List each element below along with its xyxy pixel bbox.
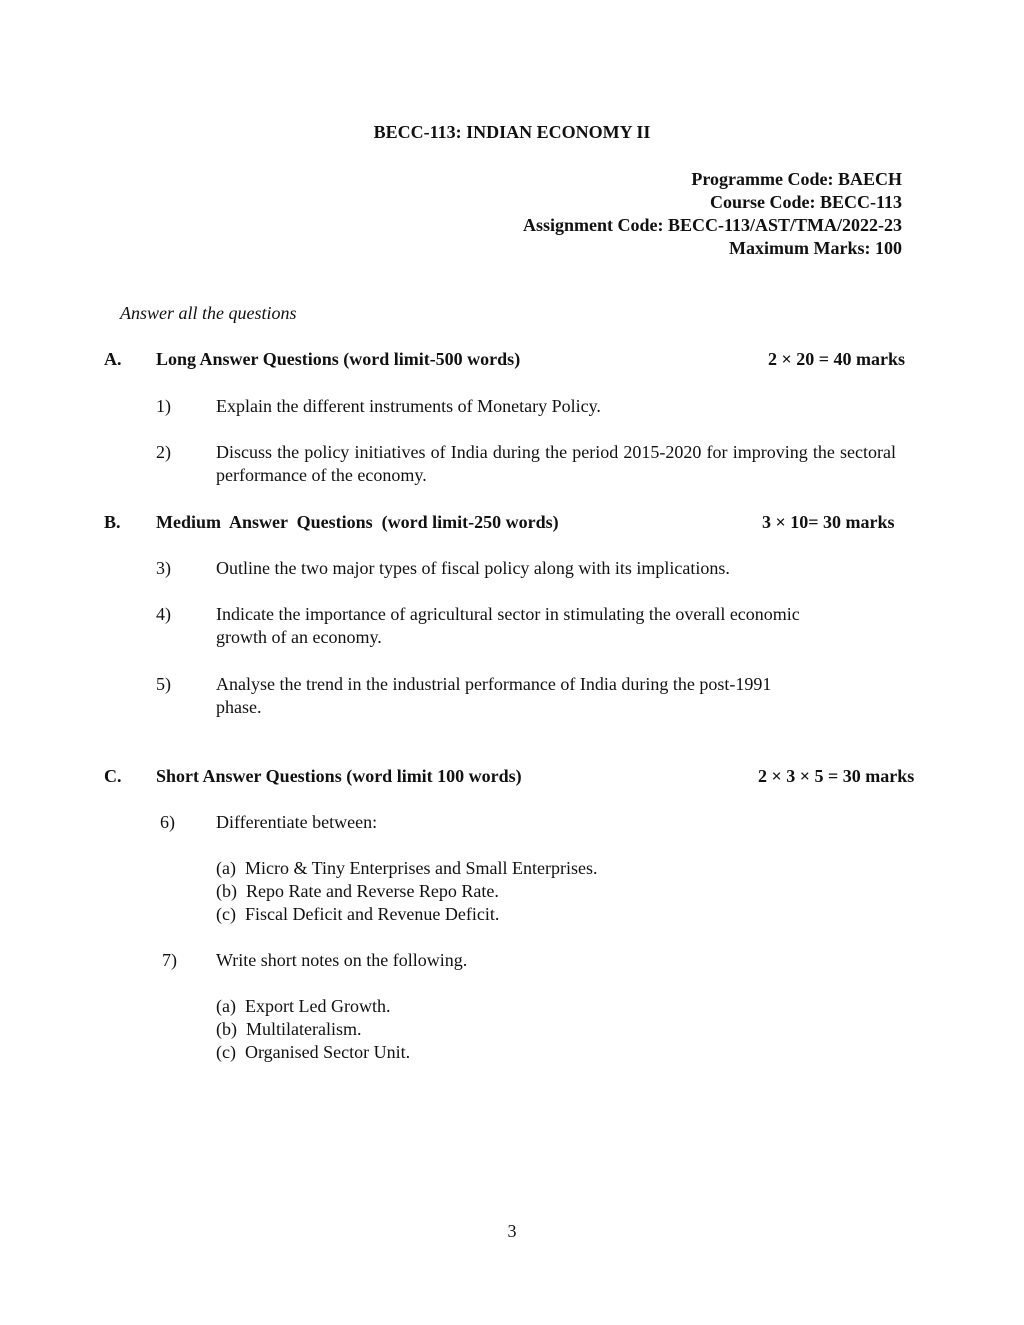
instruction: Answer all the questions bbox=[120, 303, 297, 323]
list-item: (a) Micro & Tiny Enterprises and Small Enterprises. bbox=[216, 858, 598, 878]
section-letter: B. bbox=[104, 512, 121, 532]
question-text-line: Indicate the importance of agricultural sector in stimulating the overall economic bbox=[216, 604, 800, 624]
question-number: 5) bbox=[156, 674, 171, 694]
question-number: 2) bbox=[156, 442, 171, 462]
question-number: 7) bbox=[162, 950, 177, 970]
question-number: 3) bbox=[156, 558, 171, 578]
course-code: Course Code: BECC-113 bbox=[710, 192, 902, 212]
list-item: (b) Repo Rate and Reverse Repo Rate. bbox=[216, 881, 499, 901]
question-number: 6) bbox=[160, 812, 175, 832]
question-text-line: Analyse the trend in the industrial performance of India during the post-1991 bbox=[216, 674, 772, 694]
section-marks: 2 × 20 = 40 marks bbox=[768, 349, 906, 369]
programme-code: Programme Code: BAECH bbox=[691, 169, 902, 189]
question-text: Outline the two major types of fiscal policy along with its implications. bbox=[216, 558, 730, 578]
question-text: Differentiate between: bbox=[216, 812, 378, 832]
section-letter: A. bbox=[104, 349, 122, 369]
assignment-code: Assignment Code: BECC-113/AST/TMA/2022-23 bbox=[522, 215, 902, 235]
maximum-marks: Maximum Marks: 100 bbox=[729, 238, 902, 258]
list-item: (c) Fiscal Deficit and Revenue Deficit. bbox=[216, 904, 500, 924]
page-number: 3 bbox=[507, 1221, 517, 1241]
section-marks: 2 × 3 × 5 = 30 marks bbox=[758, 766, 915, 786]
question-number: 4) bbox=[156, 604, 171, 624]
section-marks: 3 × 10= 30 marks bbox=[762, 512, 895, 532]
section-letter: C. bbox=[104, 766, 122, 786]
question-text: Explain the different instruments of Monetary Policy. bbox=[216, 396, 601, 416]
list-item: (b) Multilateralism. bbox=[216, 1019, 362, 1039]
page-title: BECC-113: INDIAN ECONOMY II bbox=[373, 122, 651, 142]
section-heading: Medium Answer Questions (word limit-250 words) bbox=[156, 512, 559, 532]
question-text-line: growth of an economy. bbox=[216, 627, 382, 647]
list-item: (a) Export Led Growth. bbox=[216, 996, 391, 1016]
question-number: 1) bbox=[156, 396, 171, 416]
section-heading: Short Answer Questions (word limit 100 words) bbox=[156, 766, 522, 786]
question-text: Discuss the policy initiatives of India during the period 2015-2020 for improving the sectoral performance of the economy. bbox=[216, 442, 896, 485]
list-item: (c) Organised Sector Unit. bbox=[216, 1042, 411, 1062]
section-heading: Long Answer Questions (word limit-500 words) bbox=[156, 349, 521, 369]
question-text-line: phase. bbox=[216, 697, 262, 717]
question-text: Write short notes on the following. bbox=[216, 950, 468, 970]
